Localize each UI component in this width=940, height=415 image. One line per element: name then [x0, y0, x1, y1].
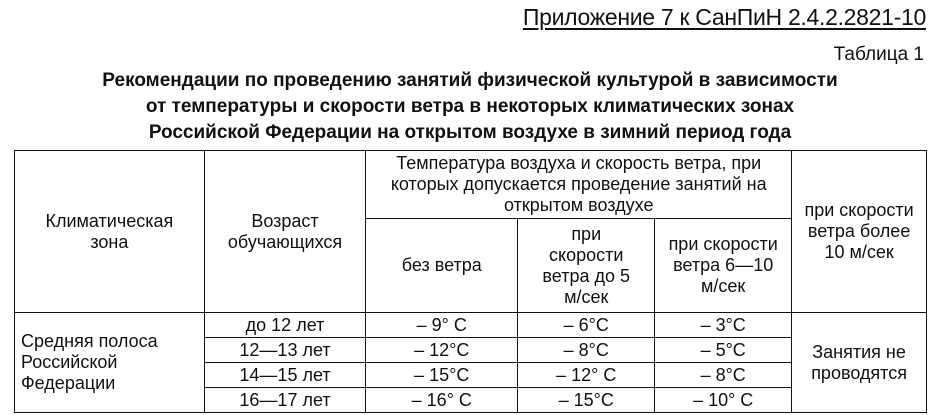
temp-no-wind-cell: – 9° С	[366, 313, 518, 338]
age-cell: 12—13 лет	[204, 338, 366, 363]
header-no-wind: без ветра	[366, 219, 518, 313]
header-wind-6-10: при скорости ветра 6—10 м/сек	[655, 219, 792, 313]
header-wind-up-to-5: при скорости ветра до 5 м/сек	[518, 219, 655, 313]
temp-wind-5-cell: – 12° С	[518, 363, 655, 388]
climate-zone-cell: Средняя полоса Российской Федерации	[15, 313, 205, 413]
temp-no-wind-cell: – 16° С	[366, 388, 518, 413]
temp-wind-5-cell: – 15°С	[518, 388, 655, 413]
table-number-label: Таблица 1	[833, 44, 924, 65]
table-row	[15, 313, 927, 338]
temp-wind-6-10-cell: – 10° С	[655, 388, 792, 413]
temp-wind-6-10-cell: – 5°С	[655, 338, 792, 363]
header-wind-over-10: при скорости ветра более 10 м/сек	[792, 151, 927, 313]
document-title	[0, 68, 940, 146]
temp-wind-5-cell: – 8°С	[518, 338, 655, 363]
temp-no-wind-cell: – 12°С	[366, 338, 518, 363]
temp-wind-6-10-cell: – 3°С	[655, 313, 792, 338]
header-temperature-wind-group: Температура воздуха и скорость ветра, при которых допускается проведение занятий на открытом воздухе	[366, 151, 792, 219]
title-line: Российской Федерации на открытом воздухе в зимний период года	[148, 122, 792, 143]
temp-no-wind-cell: – 15°С	[366, 363, 518, 388]
temp-wind-5-cell: – 6°С	[518, 313, 655, 338]
age-cell: 14—15 лет	[204, 363, 366, 388]
title-line: от температуры и скорости ветра в некоторых климатических зонах	[145, 96, 795, 117]
no-classes-cell: Занятия не проводятся	[792, 313, 927, 413]
header-student-age: Возраст обучающихся	[204, 151, 366, 313]
temp-wind-6-10-cell: – 8°С	[655, 363, 792, 388]
age-cell: 16—17 лет	[204, 388, 366, 413]
recommendations-table	[14, 150, 927, 413]
age-cell: до 12 лет	[204, 313, 366, 338]
title-line: Рекомендации по проведению занятий физической культурой в зависимости	[102, 70, 838, 91]
header-climate-zone: Климатическая зона	[15, 151, 205, 313]
appendix-reference: Приложение 7 к СанПиН 2.4.2.2821-10	[522, 4, 926, 30]
